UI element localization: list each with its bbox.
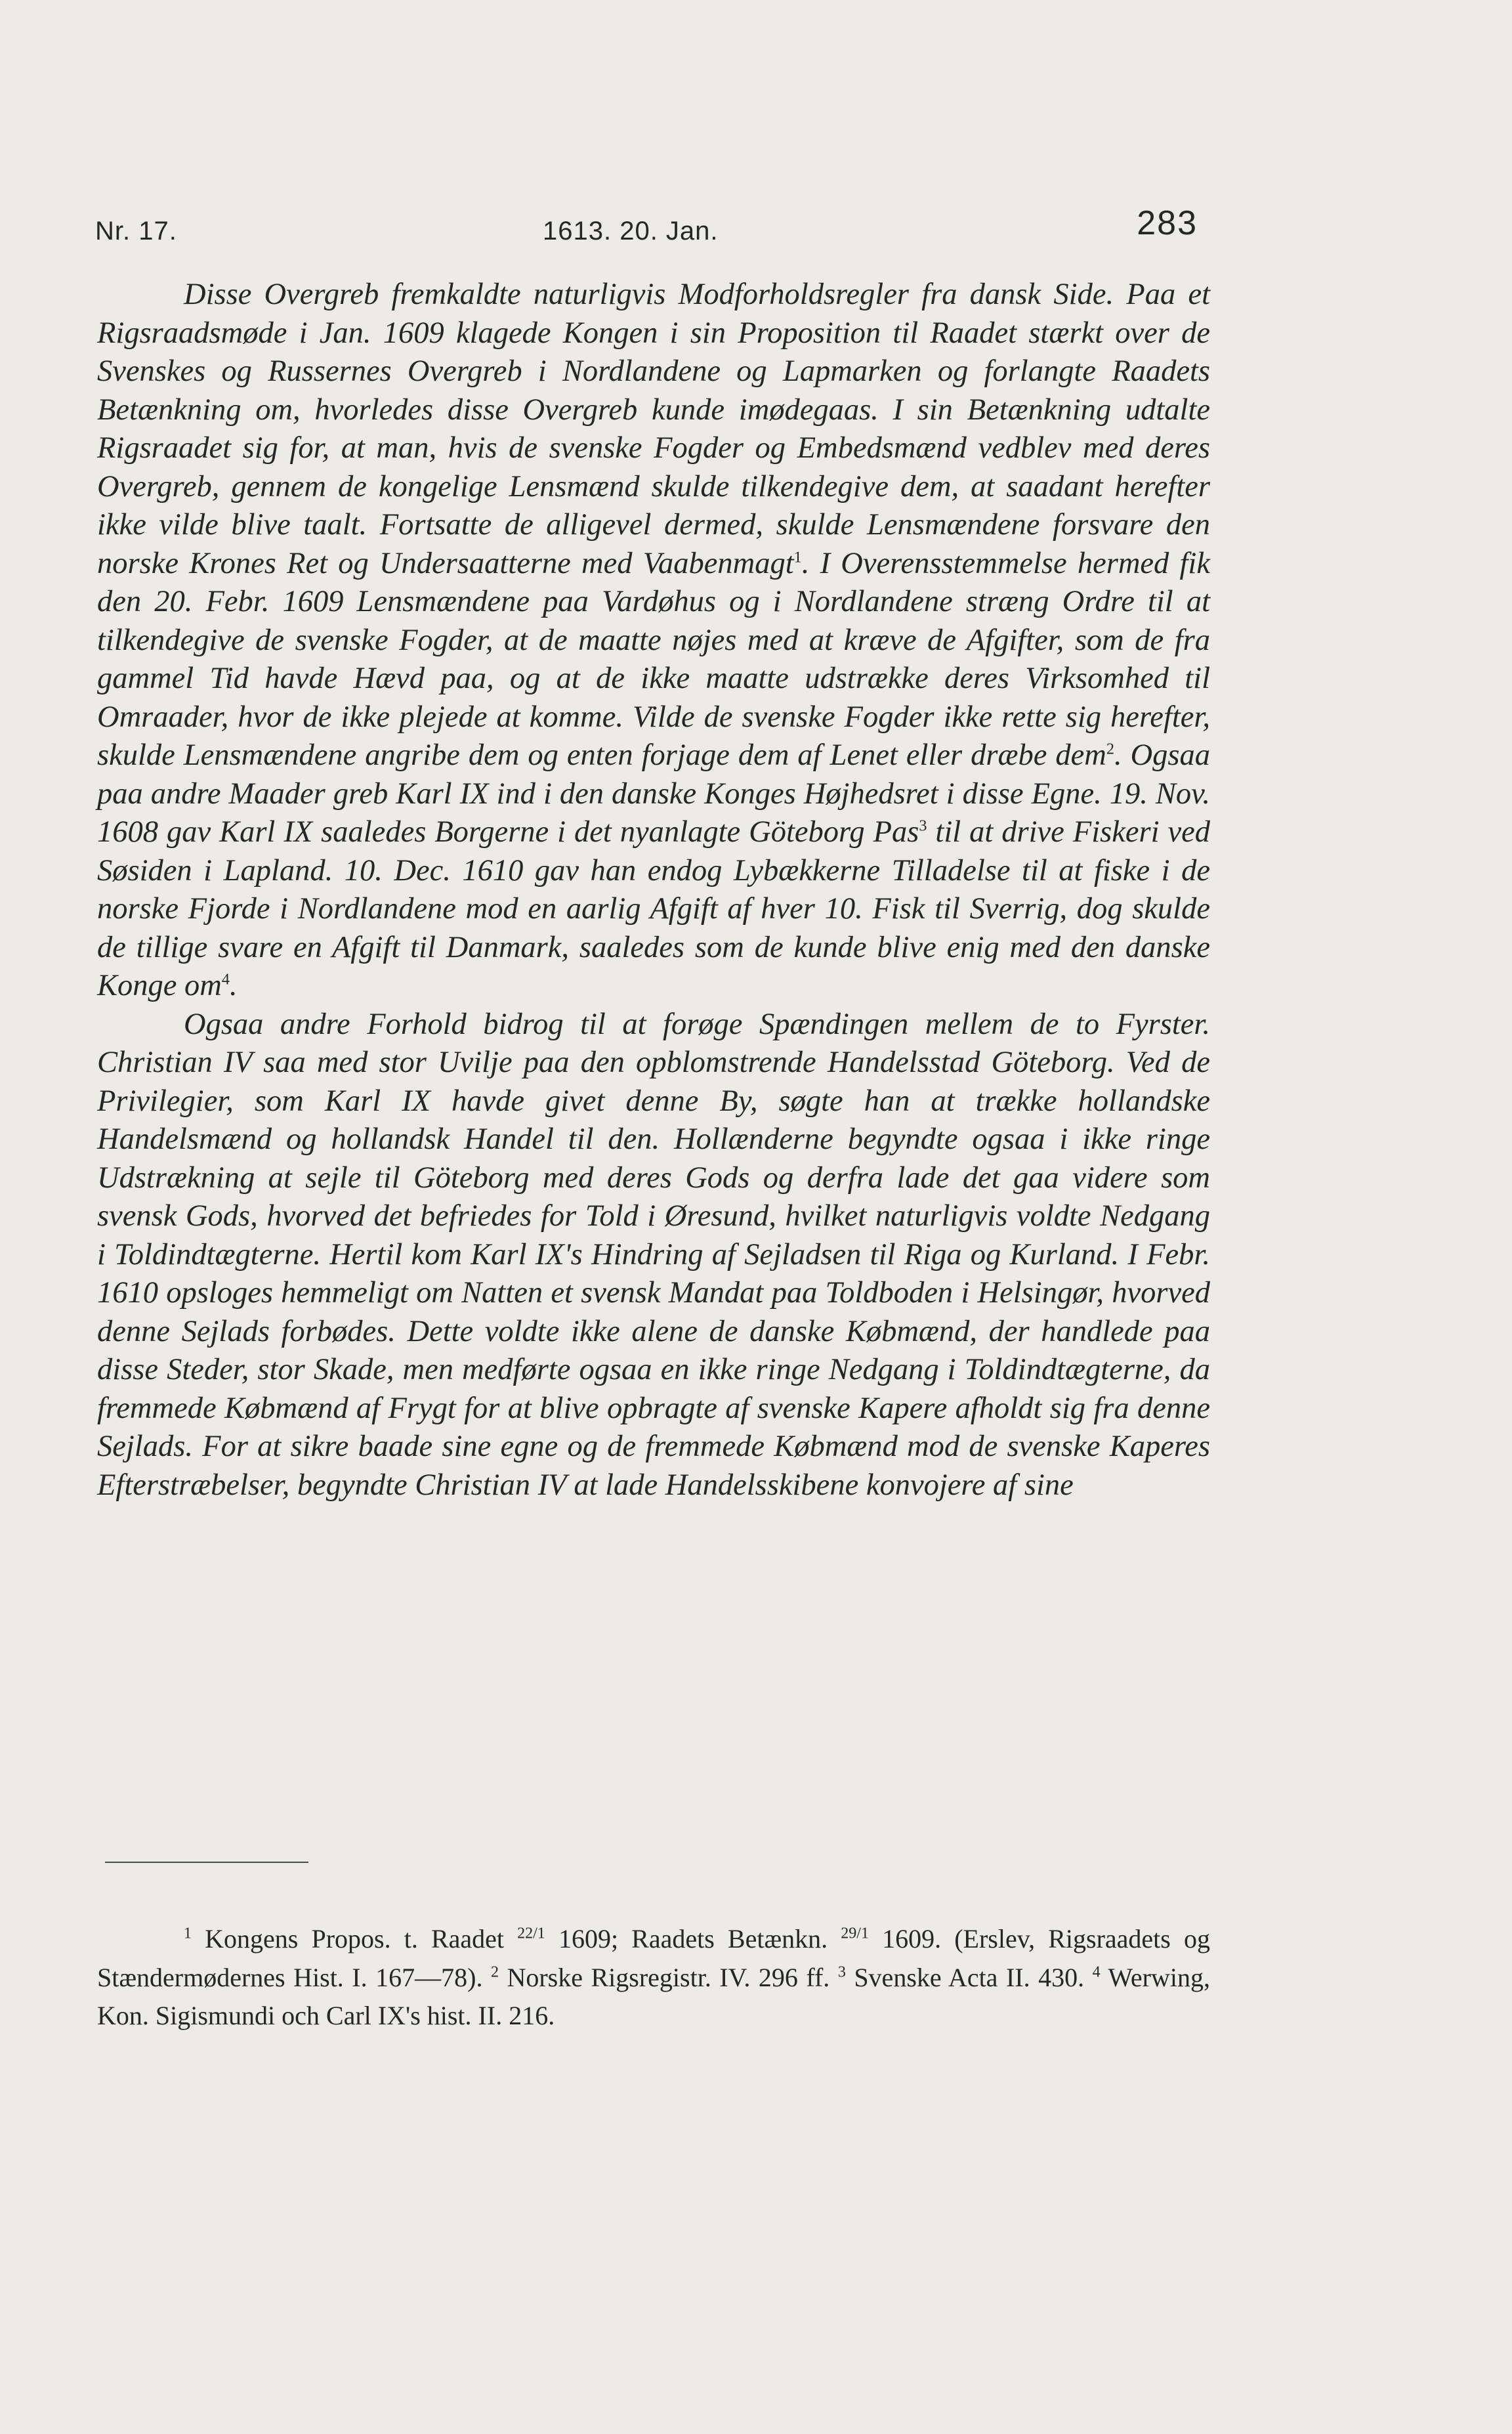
paragraph-1-part-5: .	[229, 969, 238, 1002]
footnote-2-mark: 2	[490, 1963, 499, 1981]
footnote-ref-1: 1	[793, 548, 802, 566]
footnote-1-text-b: 1609; Raadets Betænkn.	[545, 1924, 841, 1954]
footnote-1-text-a: Kongens Propos. t. Raadet	[192, 1924, 518, 1954]
paragraph-1-part-4: til at drive Fiskeri ved Søsiden i Lapland. 10. Dec. 1610 gav han endog Lybækkerne Tilladelse til at fiske i de norske Fjorde i Nordlandene mod en aarlig Afgift af hver 10. Fisk til Sverrig, dog skulde de tillige svare en Afgift til Danmark, saaledes som de kunde blive enig med den danske Konge om	[97, 815, 1210, 1002]
paragraph-2: Ogsaa andre Forhold bidrog til at forøge Spændingen mellem de to Fyrster. Christian IV saa med stor Uvilje paa den opblomstrende Handelsstad Göteborg. Ved de Privilegier, som Karl IX havde givet denne By, søgte han at trække hollandske Handelsmænd og hollandsk Handel til den. Hollænderne begyndte ogsaa i ikke ringe Udstrækning at sejle til Göteborg med deres Gods og derfra lade det gaa videre som svensk Gods, hvorved det befriedes for Told i Øresund, hvilket naturligvis voldte Nedgang i Toldindtægterne. Hertil kom Karl IX's Hindring af Sejladsen til Riga og Kurland. I Febr. 1610 opsloges hemmeligt om Natten et svensk Mandat paa Toldboden i Helsingør, hvorved denne Sejlads forbødes. Dette voldte ikke alene de danske Købmænd, der handlede paa disse Steder, stor Skade, men medførte ogsaa en ikke ringe Nedgang i Toldindtægterne, da fremmede Købmænd af Frygt for at blive opbragte af svenske Kapere afholdt sig fra denne Sejlads. For at sikre baade sine egne og de fremmede Købmænd mod de svenske Kaperes Efterstræbelser, begyndte Christian IV at lade Handelsskibene konvojere af sine	[97, 1007, 1210, 1502]
document-number: Nr. 17.	[95, 217, 177, 246]
footnote-ref-2: 2	[1106, 740, 1114, 758]
footnote-ref-4: 4	[221, 970, 230, 989]
paragraph-1-part-2: . I Overensstemmelse hermed fik den 20. Febr. 1609 Lensmændene paa Vardøhus og i Nordlandene stræng Ordre til at tilkendegive de svenske Fogder, at de maatte nøjes med at kræve de Afgifter, som de fra gammel Tid havde Hævd paa, og at de ikke maatte udstrække deres Virksomhed til Omraader, hvor de ikke plejede at komme. Vilde de svenske Fogder ikke rette sig herefter, skulde Lensmændene angribe dem og enten forjage dem af Lenet eller dræbe dem	[97, 546, 1210, 772]
footnote-1-date-2: 29/1	[841, 1925, 869, 1942]
footnote-divider	[105, 1862, 308, 1863]
page-number: 283	[1137, 204, 1198, 242]
paragraph-1-part-1: Disse Overgreb fremkaldte naturligvis Modforholdsregler fra dansk Side. Paa et Rigsraadsmøde i Jan. 1609 klagede Kongen i sin Proposition til Raadet stærkt over de Svenskes og Russernes Overgreb i Nordlandene og Lapmarken og forlangte Raadets Betænkning om, hvorledes disse Overgreb kunde imødegaas. I sin Betænkning udtalte Rigsraadet sig for, at man, hvis de svenske Fogder og Embedsmænd vedblev med deres Overgreb, gennem de kongelige Lensmænd skulde tilkendegive dem, at saadant herefter ikke vilde blive taalt. Fortsatte de alligevel dermed, skulde Lensmændene forsvare den norske Krones Ret og Undersaatterne med Vaabenmagt	[97, 278, 1210, 580]
footnote-2-text: Norske Rigsregistr. IV. 296 ff.	[498, 1962, 838, 1992]
footnote-4-mark: 4	[1092, 1963, 1101, 1981]
footnote-1-date-1: 22/1	[517, 1925, 545, 1942]
page-header	[95, 203, 1211, 256]
footnote-3-text: Svenske Acta II. 430.	[845, 1962, 1093, 1992]
paragraph-1	[97, 276, 1210, 1006]
footnote-3-mark: 3	[837, 1963, 846, 1981]
footnote-4-text: Werwing, Kon. Sigismundi och Carl IX's hist. II. 216.	[97, 1962, 1210, 2030]
footnote-1-text-c: 1609. (Erslev, Rigsraadets og Stændermødernes Hist. I. 167—78).	[97, 1924, 1210, 1992]
document-date: 1613. 20. Jan.	[543, 217, 719, 246]
footnote-ref-3: 3	[919, 817, 927, 835]
body-text	[97, 276, 1210, 1505]
footnote-block	[97, 1920, 1210, 2036]
footnotes	[97, 1920, 1210, 2036]
footnote-1-mark: 1	[184, 1925, 192, 1942]
paragraph-1-part-3: . Ogsaa paa andre Maader greb Karl IX ind i den danske Konges Højhedsret i disse Egne. 19. Nov. 1608 gav Karl IX saaledes Borgerne i det nyanlagte Göteborg Pas	[97, 738, 1210, 849]
